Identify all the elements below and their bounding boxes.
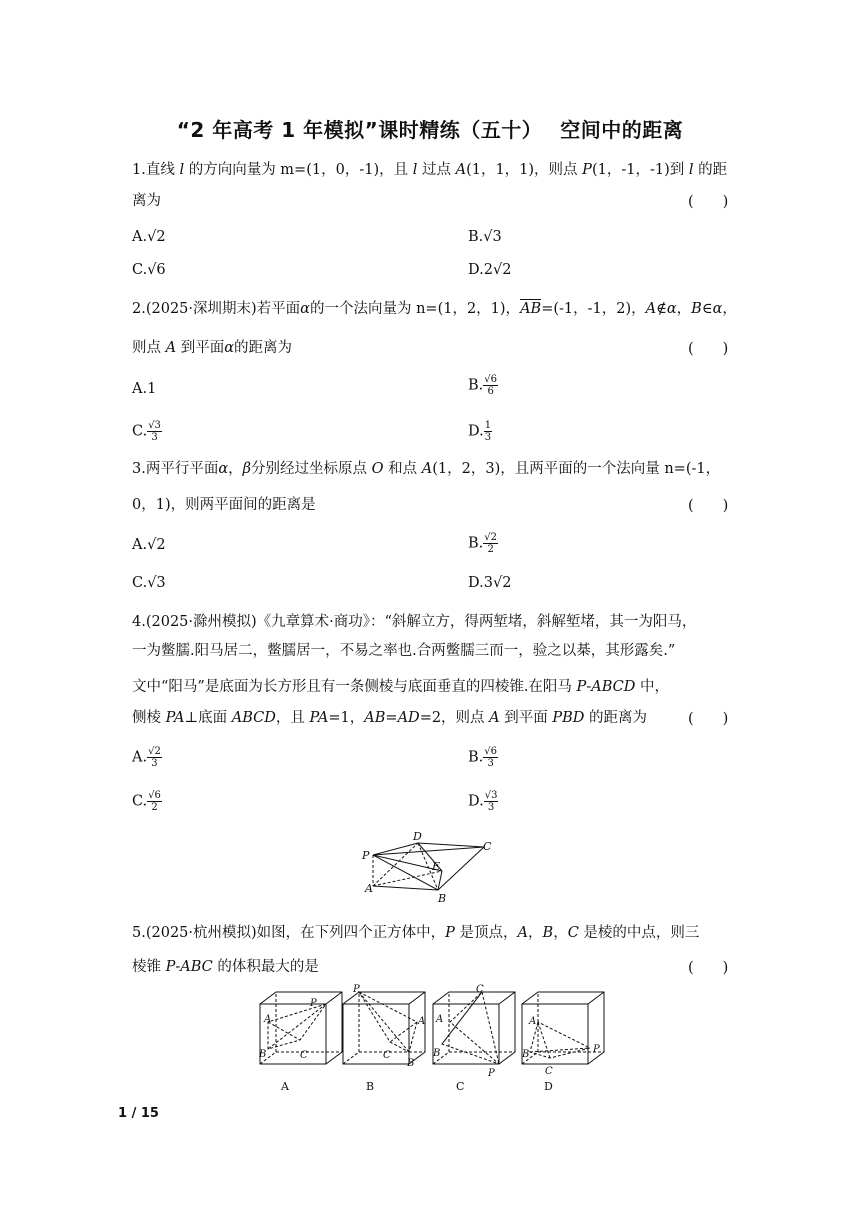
question-4-stem-1: 4.(2025·滁州模拟)《九章算术·商功》：“斜解立方，得两堑堵，斜解堑堵，其一为阳马， bbox=[132, 614, 697, 630]
question-3-stem: 3.两平行平面α，β分别经过坐标原点 O 和点 A(1，2，3)，且两平面的一个法向量 n=(-1， bbox=[132, 461, 721, 477]
svg-text:P: P bbox=[593, 1044, 600, 1055]
q3-option-d: D.3√2 bbox=[468, 575, 512, 591]
answer-bracket: ( ) bbox=[688, 341, 729, 357]
q3-option-c: C.√3 bbox=[132, 575, 166, 591]
q4-option-c: C. $\frac{√6}{2}$ bbox=[132, 790, 161, 813]
q2-option-c: C. $\frac{√3}{3}$ bbox=[132, 420, 161, 443]
svg-text:B: B bbox=[407, 1058, 415, 1069]
svg-text:C: C bbox=[300, 1050, 308, 1061]
svg-text:C: C bbox=[545, 1066, 553, 1077]
question-2-stem-cont: 则点 A 到平面α的距离为 bbox=[132, 340, 292, 356]
question-2-stem: 2.(2025·深圳期末)若平面α的一个法向量为 n=(1，2，1)，AB=(-1，-1，2)，A∉α，B∈α， bbox=[132, 298, 732, 320]
cube-caption-b: B bbox=[366, 1080, 375, 1093]
cube-caption-a: A bbox=[281, 1080, 289, 1093]
figure-label-p: P bbox=[362, 849, 370, 862]
page-title: “2 年高考 1 年模拟”课时精练（五十） 空间中的距离 bbox=[176, 118, 684, 142]
cube-caption-c: C bbox=[456, 1080, 465, 1093]
svg-text:B: B bbox=[259, 1049, 267, 1060]
q1-option-a: A.√2 bbox=[132, 229, 166, 245]
figure-label-a: A bbox=[365, 882, 373, 895]
q1-option-c: C.√6 bbox=[132, 262, 166, 278]
question-3-stem-cont: 0，1)，则两平面间的距离是 bbox=[132, 497, 316, 513]
q4-option-a: A. $\frac{√2}{3}$ bbox=[132, 746, 161, 769]
svg-text:A: A bbox=[264, 1014, 272, 1025]
svg-text:B: B bbox=[522, 1049, 530, 1060]
svg-text:A: A bbox=[529, 1016, 537, 1027]
question-4-stem-2: 一为鳖臑.阳马居二，鳖臑居一，不易之率也.合两鳖臑三而一，验之以棊，其形露矣.” bbox=[132, 643, 676, 659]
cube-caption-d: D bbox=[544, 1080, 553, 1093]
figure-label-e: E bbox=[432, 860, 441, 873]
svg-text:C: C bbox=[476, 984, 484, 995]
q4-option-b: B. $\frac{√6}{3}$ bbox=[468, 746, 497, 769]
svg-text:A: A bbox=[418, 1016, 426, 1027]
svg-text:P: P bbox=[310, 998, 317, 1009]
figure-label-c: C bbox=[483, 840, 492, 853]
question-4-stem-4: 侧棱 PA⊥底面 ABCD，且 PA=1，AB=AD=2，则点 A 到平面 PBD 的距离为 bbox=[132, 710, 648, 726]
q3-option-b: B. $\frac{√2}{2}$ bbox=[468, 532, 497, 555]
figure-label-b: B bbox=[438, 892, 447, 905]
answer-bracket: ( ) bbox=[688, 194, 729, 210]
question-4-stem-3: 文中“阳马”是底面为长方形且有一条侧棱与底面垂直的四棱锥.在阳马 P-ABCD 中， bbox=[132, 679, 669, 695]
question-5-stem-2: 棱锥 P-ABC 的体积最大的是 bbox=[132, 959, 319, 975]
question-1-stem: 1.直线 l 的方向向量为 m=(1，0，-1)，且 l 过点 A(1，1，1)，则点 P(1，-1，-1)到 l 的距 bbox=[132, 162, 728, 178]
cubes-figure bbox=[250, 982, 610, 1094]
q4-option-d: D. $\frac{√3}{3}$ bbox=[468, 790, 498, 813]
question-1-stem-cont: 离为 bbox=[132, 193, 161, 209]
q2-option-b: B. $\frac{√6}{6}$ bbox=[468, 374, 497, 397]
svg-text:P: P bbox=[488, 1068, 495, 1079]
svg-text:P: P bbox=[353, 984, 360, 995]
svg-text:B: B bbox=[433, 1048, 441, 1059]
answer-bracket: ( ) bbox=[688, 498, 729, 514]
q3-option-a: A.√2 bbox=[132, 537, 166, 553]
answer-bracket: ( ) bbox=[688, 711, 729, 727]
q2-option-d: D. $\frac{1}{3}$ bbox=[468, 420, 492, 443]
pyramid-figure bbox=[360, 828, 500, 908]
page-number: 1 / 15 bbox=[118, 1106, 159, 1121]
question-5-stem-1: 5.(2025·杭州模拟)如图，在下列四个正方体中，P 是顶点，A，B，C 是棱的中点，则三 bbox=[132, 925, 700, 941]
q1-option-d: D.2√2 bbox=[468, 262, 512, 278]
figure-label-d: D bbox=[413, 830, 422, 843]
answer-bracket: ( ) bbox=[688, 960, 729, 976]
q1-option-b: B.√3 bbox=[468, 229, 502, 245]
q2-option-a: A.1 bbox=[132, 381, 157, 397]
svg-text:C: C bbox=[383, 1050, 391, 1061]
svg-text:A: A bbox=[436, 1014, 444, 1025]
